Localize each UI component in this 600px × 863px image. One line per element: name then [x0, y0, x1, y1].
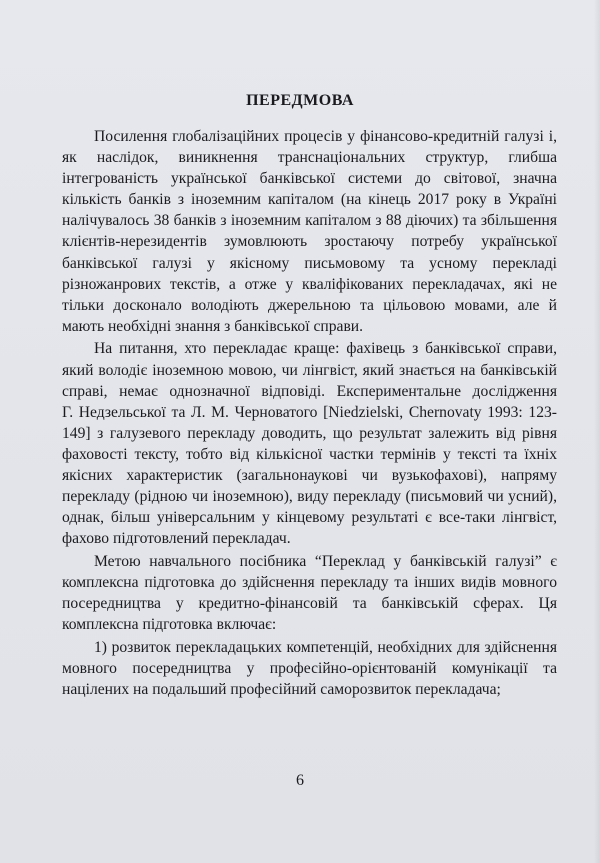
text-line: як наслідок, виникнення транснаціональних структур, глибша: [62, 149, 557, 167]
text-line: різножанрових текстів, а отже у кваліфікованих перекладачах, які не: [62, 275, 557, 293]
text-line: посередництва у кредитно-фінансовій та банківській сферах. Ця: [62, 595, 557, 613]
text-line: перекладу (рідною чи іноземною), виду перекладу (письмовий чи усний),: [62, 488, 557, 506]
text-line: кількість банків з іноземним капіталом (на кінець 2017 року в Україні: [62, 191, 557, 209]
text-line: фаховості тексту, тобто від кількісної частки термінів у тексті та їхніх: [62, 445, 557, 463]
text-line: На питання, хто перекладає краще: фахівець з банківської справи,: [94, 340, 557, 358]
text-line: який володіє іноземною мовою, чи лінгвіст, який знається на банківській: [62, 361, 557, 379]
text-line: тільки досконало володіють джерельною та цільовою мовами, але й: [62, 296, 557, 314]
text-line: банківської галузі у якісному письмовому та усному перекладі: [62, 254, 557, 272]
text-line: Посилення глобалізаційних процесів у фінансово-кредитній галузі і,: [94, 128, 557, 145]
text-line: 1) розвиток перекладацьких компетенцій, необхідних для здійснення: [94, 638, 557, 656]
text-line: націлених на подальший професійний саморозвиток перекладача;: [62, 680, 501, 698]
text-line: Г. Недзельської та Л. М. Черноватого [Niedzielski, Chernovaty 1993: 123-: [62, 403, 557, 421]
text-line: фахово підготовлений перекладач.: [62, 530, 291, 548]
text-line: якісних характеристик (загальнонаукові чи вузькофахові), напряму: [62, 467, 557, 484]
text-line: налічувалось 38 банків з іноземним капіталом з 88 діючих) та збільшення: [62, 212, 557, 230]
text-line: мають необхідні знання з банківської справи.: [62, 317, 364, 335]
text-line: комплексна підготовка до здійснення перекладу та інших видів мовного: [62, 573, 557, 591]
paragraph: [62, 637, 557, 700]
text-line: однак, більш універсальним у кінцевому результаті є все-таки лінгвіст,: [62, 509, 557, 527]
body-text: [62, 126, 557, 702]
text-line: клієнтів-нерезидентів зумовлюють зростаючу потребу української: [62, 233, 557, 251]
paragraph: [62, 126, 557, 337]
text-line: мовного посередництва у професійно-орієнтованій комунікації та: [62, 659, 557, 677]
page-number: 6: [296, 772, 304, 789]
text-line: інтегрованість української банківської системи до світової, значна: [62, 170, 557, 188]
text-line: справі, немає однозначної відповіді. Експериментальне дослідження: [62, 382, 557, 400]
text-line: Метою навчального посібника “Переклад у банківській галузі” є: [94, 552, 557, 570]
paragraph: [62, 551, 557, 635]
page-title: ПЕРЕДМОВА: [246, 92, 354, 109]
text-line: 149] з галузевого перекладу доводить, що результат залежить від рівня: [62, 424, 557, 442]
paragraph: [62, 338, 557, 549]
text-line: комплексна підготовка включає:: [62, 616, 277, 634]
